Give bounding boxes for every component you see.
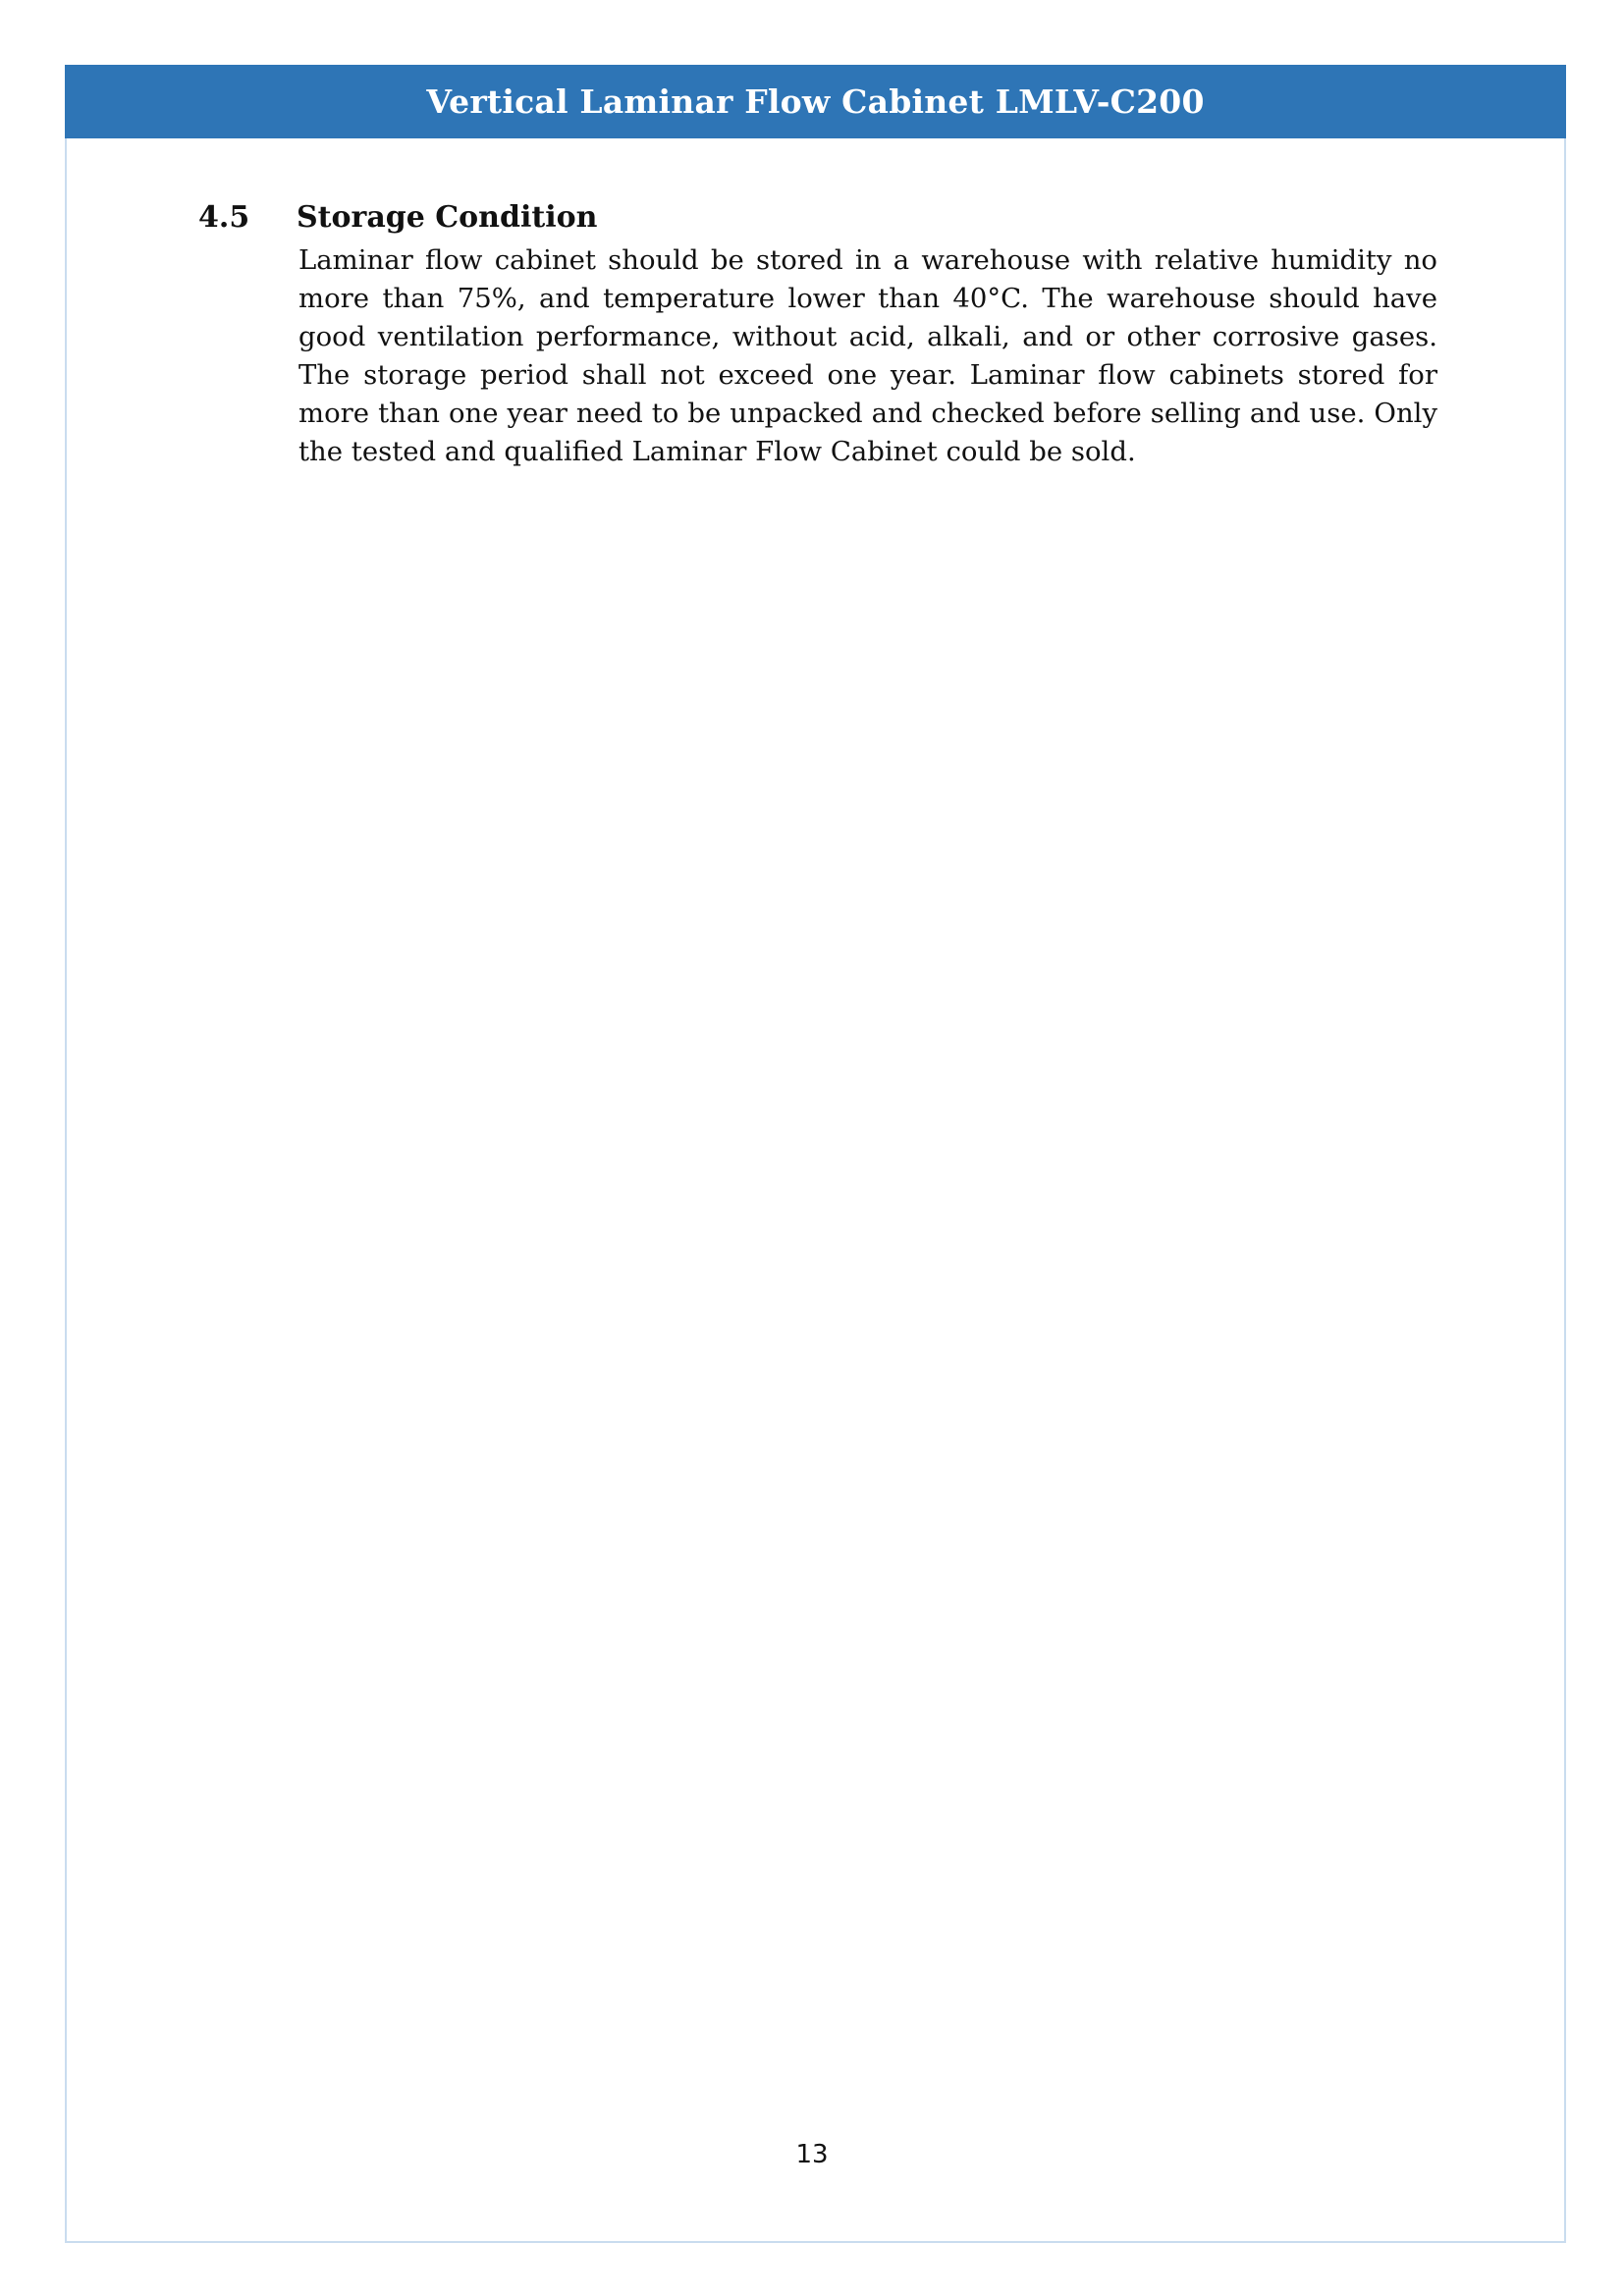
- section-paragraph: Laminar flow cabinet should be stored in a warehouse with relative humidity no more than 75%, and temperature lower than 40°C. The warehouse should have good ventilation performance, without acid, alkali, and or other corrosive gases. The storage period shall not exceed one year. Laminar flow cabinets stored for more than one year need to be unpacked and checked before selling and use. Only the tested and qualified Laminar Flow Cabinet could be sold.: [298, 244, 1437, 467]
- section-title: Storage Condition: [297, 200, 598, 235]
- section-storage-condition: [198, 194, 1437, 471]
- section-heading: [198, 194, 1437, 241]
- page-number: 13: [795, 2140, 829, 2169]
- document-header: [65, 65, 1566, 138]
- document-title: Vertical Laminar Flow Cabinet LMLV-C200: [426, 82, 1205, 121]
- section-number: 4.5: [198, 200, 250, 235]
